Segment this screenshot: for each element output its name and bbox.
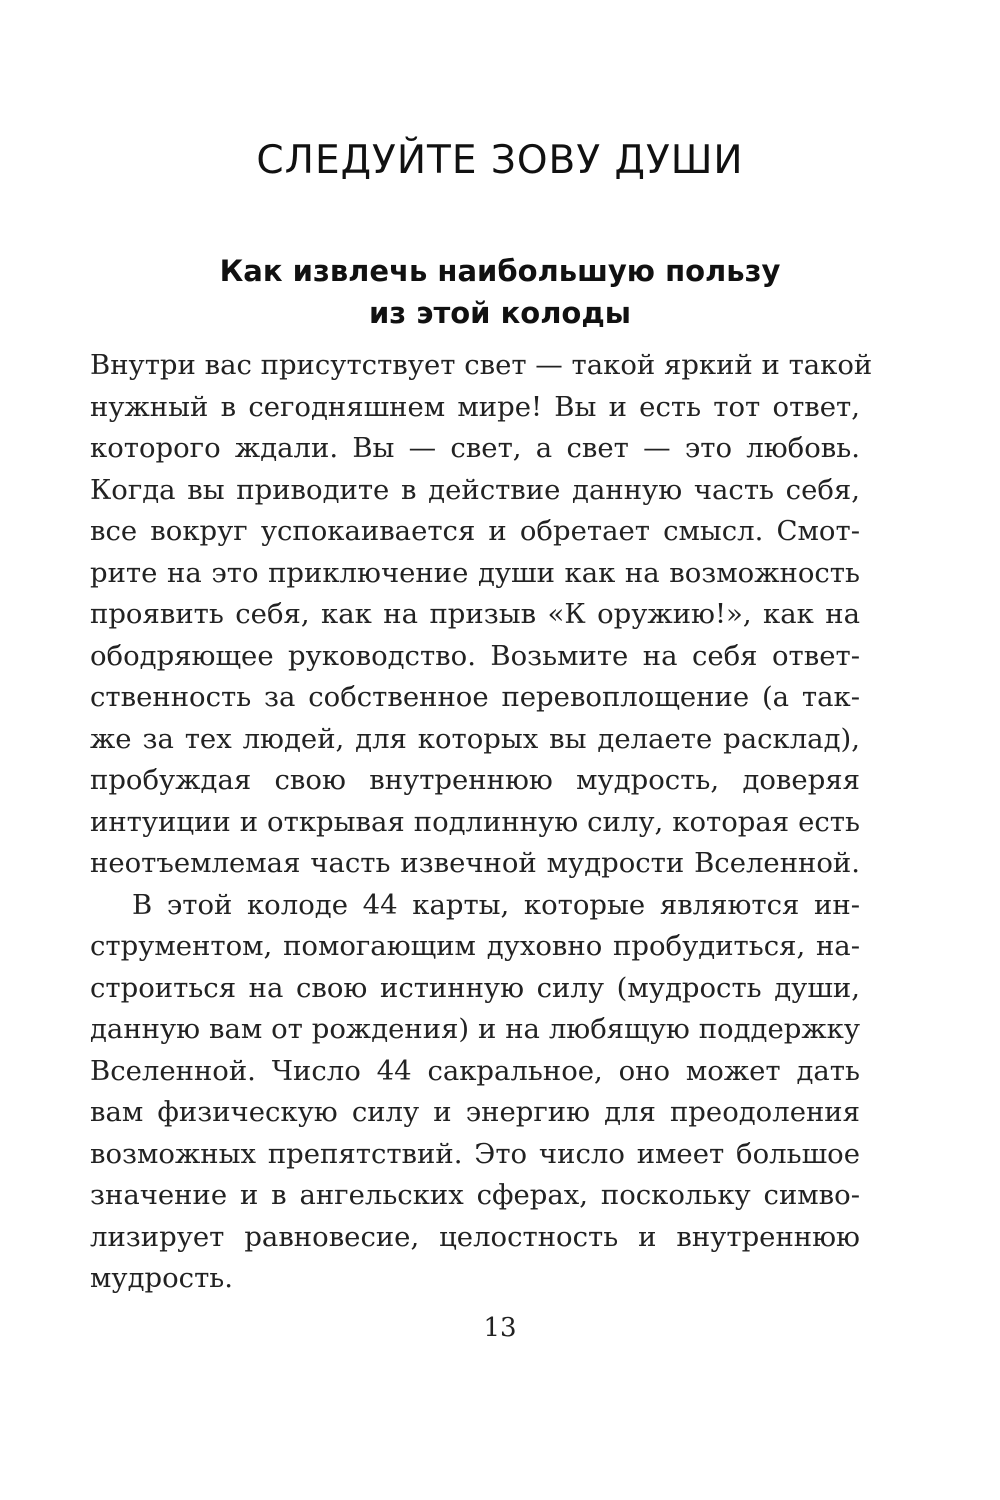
text-line: лизирует равновесие, целостность и внутреннюю bbox=[90, 1220, 860, 1253]
body-text bbox=[90, 345, 873, 1300]
text-line: интуиции и открывая подлинную силу, которая есть bbox=[90, 805, 860, 838]
text-line: строиться на свою истинную силу (мудрость души, bbox=[90, 971, 860, 1004]
text-line: значение и в ангельских сферах, поскольку симво- bbox=[90, 1179, 860, 1211]
page-number: 13 bbox=[483, 1313, 517, 1343]
text-line: струментом, помогающим духовно пробудиться, на- bbox=[90, 930, 860, 962]
text-line: вам физическую силу и энергию для преодоления bbox=[90, 1096, 860, 1128]
text-line: возможных препятствий. Это число имеет большое bbox=[90, 1137, 860, 1170]
text-line: все вокруг успокаивается и обретает смысл. Смот- bbox=[90, 515, 860, 547]
paragraph-1 bbox=[90, 345, 873, 885]
text-line: Вселенной. Число 44 сакральное, оно может дать bbox=[90, 1054, 860, 1087]
text-line: В этой колоде 44 карты, которые являются ин- bbox=[132, 888, 860, 921]
text-line: данную вам от рождения) и на любящую поддержку bbox=[90, 1013, 860, 1045]
text-line: рите на это приключение души как на возможность bbox=[90, 556, 860, 589]
section-title-line-2: из этой колоды bbox=[368, 296, 632, 330]
section-title-line-1: Как извлечь наибольшую пользу bbox=[219, 254, 781, 288]
text-line: же за тех людей, для которых вы делаете расклад), bbox=[90, 722, 860, 755]
text-line: Внутри вас присутствует свет — такой яркий и такой bbox=[90, 349, 873, 381]
text-line: пробуждая свою внутреннюю мудрость, доверяя bbox=[90, 764, 860, 796]
text-line: Когда вы приводите в действие данную часть себя, bbox=[90, 473, 860, 506]
section-title bbox=[0, 250, 1000, 334]
text-line: проявить себя, как на призыв «К оружию!», как на bbox=[90, 598, 860, 630]
paragraph-2 bbox=[90, 885, 860, 1300]
text-line: неотъемлемая часть извечной мудрости Вселенной. bbox=[90, 847, 860, 879]
text-line: которого ждали. Вы — свет, а свет — это любовь. bbox=[90, 432, 860, 464]
text-line: мудрость. bbox=[90, 1262, 233, 1294]
text-line: ободряющее руководство. Возьмите на себя ответ- bbox=[90, 639, 860, 672]
chapter-title: СЛЕДУЙТЕ ЗОВУ ДУШИ bbox=[256, 138, 744, 183]
text-line: ственность за собственное перевоплощение (а так- bbox=[90, 681, 860, 713]
text-line: нужный в сегодняшнем мире! Вы и есть тот ответ, bbox=[90, 390, 860, 423]
